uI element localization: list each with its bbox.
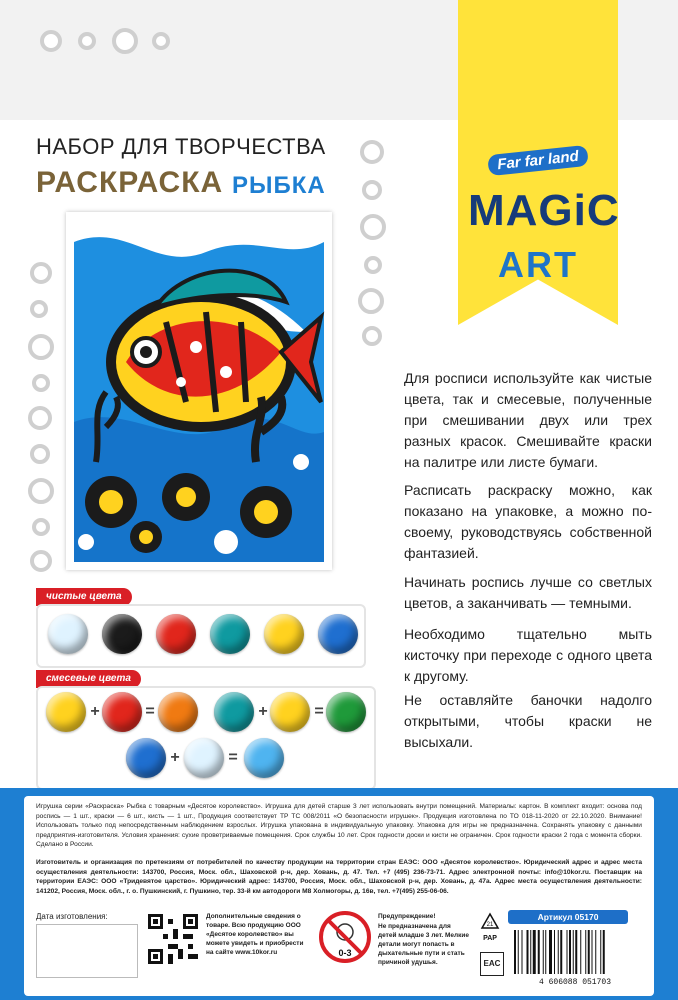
paint-swatch <box>158 692 198 732</box>
decor-ring <box>360 214 386 240</box>
hanger-hole <box>40 30 62 52</box>
barcode-bar <box>569 930 571 974</box>
barcode-bar <box>558 930 559 974</box>
decor-ring <box>358 288 384 314</box>
recycle-number: 21 <box>486 922 494 928</box>
decor-ring <box>30 262 52 284</box>
barcode-bar <box>527 930 529 974</box>
paint-swatch <box>48 614 88 654</box>
paint-swatch <box>210 614 250 654</box>
barcode-bar <box>600 930 601 974</box>
legal-text-product: Игрушка серии «Раскраска» Рыбка с товарным «Десятое королевство». Игрушка для детей старше 3 лет использовать внутри помещений. Материалы: картон. В комплект входит: основа под роспись — 1 шт., краски — 6 шт., кисть — 1 шт., Продукция соответствует ТР ТС 008/2011 «О безопасности игрушек». Продукция изготовлена по ТО 018-11-2020 от 22.10.2020. Внимание! Использовать только под непосредственным наблюдением взрослых. Игрушка упакована в индивидуальную упаковку. Упаковка для игры не предназначена. Сохранять упаковку с данными предприятия-изготовителя. Условия хранения: сухие проветриваемые помещения. Срок службы 10 лет. Срок годности доски и кисти не ограничен. Срок годности краски 2 года с момента сборки. Сделано в России. <box>36 803 642 848</box>
barcode <box>508 928 642 986</box>
barcode-bar <box>514 930 516 974</box>
paint-swatch <box>156 614 196 654</box>
age-warning-icon <box>318 910 372 964</box>
decor-ring <box>30 550 52 572</box>
instruction-paragraph: Для росписи используйте как чистые цвета, так и смесевые, полученные при смешивании двух или трех разных красок. Смешивайте краски на палитре или листе бумаги. <box>404 370 652 470</box>
product-title: РАСКРАСКА <box>36 166 224 199</box>
paint-swatch <box>244 738 284 778</box>
brand-name-top: MAGiC <box>468 186 620 235</box>
paint-swatch <box>126 738 166 778</box>
brand-ribbon <box>458 0 618 325</box>
paint-swatch <box>214 692 254 732</box>
barcode-number: 4 606088 051703 <box>538 978 612 986</box>
barcode-bar <box>592 930 593 974</box>
barcode-bar <box>580 930 581 974</box>
article-number: Артикул 05170 <box>508 910 628 924</box>
legal-text-manufacturer: Изготовитель и организация по претензиям от потребителей по качеству продукции на территории стран ЕАЭС: ООО «Десятое королевство». Юридический адрес и адрес места осуществления деятельности: 143700, Россия, Моск. обл., Шаховской р-н, дер. Ховань, д. 47. Тел. +7 (495) 236-73-71. Адрес электронной почты: info@10kor.ru. Поставщик на территории ЕАЭС: ООО «Тридевятое царство». Юридический адрес: 143700, Россия, Моск. обл., Шаховской р-н, дер. Ховань, д. 47а. Адрес места осуществления деятельности: 141202, Россия, Моск. обл., г. о. Пушкинский, г. Пушкино, тер. 33-й км автодороги М8 Холмогоры, д. 16в, тел. +7(495) 255-06-06. <box>36 859 642 895</box>
barcode-bar <box>518 930 519 974</box>
barcode-bar <box>545 930 546 974</box>
qr-code <box>148 914 198 964</box>
barcode-bar <box>543 930 544 974</box>
barcode-bar <box>573 930 574 974</box>
barcode-bar <box>560 930 562 974</box>
barcode-bar <box>554 930 555 974</box>
barcode-bar <box>533 930 536 974</box>
instruction-paragraph: Начинать роспись лучше со светлых цветов, а заканчивать — темными. <box>404 574 652 611</box>
barcode-bar <box>530 930 531 974</box>
plus-sign: + <box>90 703 100 720</box>
paint-swatch <box>102 692 142 732</box>
barcode-bar <box>595 930 596 974</box>
instruction-paragraph: Расписать раскраску можно, как показано на упаковке, а можно по-своему, руководствуясь собственной фантазией. <box>404 482 652 561</box>
barcode-bar <box>588 930 590 974</box>
instruction-paragraph: Необходимо тщательно мыть кисточку при переходе с одного цвета к другому. <box>404 626 652 684</box>
decor-ring <box>360 140 384 164</box>
fish-coloring-picture <box>66 212 332 570</box>
product-kind: НАБОР ДЛЯ ТВОРЧЕСТВА <box>36 134 326 159</box>
decor-ring <box>28 406 52 430</box>
paint-swatch <box>326 692 366 732</box>
paint-swatch <box>270 692 310 732</box>
equals-sign: = <box>228 749 238 766</box>
paint-swatch <box>184 738 224 778</box>
pure-colors-label: чистые цвета <box>36 588 132 606</box>
hanger-hole <box>112 28 138 54</box>
instruction-paragraph: Не оставляйте баночки надолго открытыми, чтобы краски не высыхали. <box>404 692 652 750</box>
barcode-bar <box>538 930 540 974</box>
equals-sign: = <box>314 703 324 720</box>
eac-mark: EAC <box>480 952 504 976</box>
extra-info: Дополнительные сведения о товаре. Всю продукцию ООО «Десятое королевство» вы можете увидеть и приобрести на сайте www.10kor.ru <box>206 913 304 956</box>
equals-sign: = <box>145 703 155 720</box>
decor-ring <box>30 300 48 318</box>
barcode-bar <box>549 930 552 974</box>
decor-ring <box>30 444 50 464</box>
decor-ring <box>362 180 382 200</box>
paint-swatch <box>318 614 358 654</box>
plus-sign: + <box>258 703 268 720</box>
recycle-icon <box>480 912 500 948</box>
warning-title: Предупреждение! <box>378 913 436 920</box>
paint-swatch <box>102 614 142 654</box>
decor-ring <box>28 478 54 504</box>
mixed-colors-label: смесевые цвета <box>36 670 141 688</box>
decor-ring <box>28 334 54 360</box>
barcode-bar <box>603 930 605 974</box>
decor-ring <box>362 326 382 346</box>
date-label: Дата изготовления: <box>36 912 108 921</box>
brand-name-bottom: ART <box>498 244 578 285</box>
warning-text: Не предназначена для детей младше 3 лет. Мелкие детали могут попасть в дыхательные пути и стать причиной удушья. <box>378 923 470 966</box>
fish-illustration <box>66 212 332 570</box>
barcode-bar <box>522 930 523 974</box>
age-mark: 0-3 <box>338 948 352 958</box>
hanger-hole <box>78 32 96 50</box>
paint-swatch <box>46 692 86 732</box>
plus-sign: + <box>170 749 180 766</box>
barcode-bar <box>567 930 568 974</box>
product-subject: РЫБКА <box>232 172 326 199</box>
date-box <box>36 924 138 978</box>
decor-ring <box>32 374 50 392</box>
barcode-bar <box>585 930 586 974</box>
hanger-hole <box>152 32 170 50</box>
barcode-bar <box>575 930 577 974</box>
decor-ring <box>364 256 382 274</box>
series-logo: Far far land <box>487 145 589 176</box>
paint-swatch <box>264 614 304 654</box>
decor-ring <box>32 518 50 536</box>
recycle-label: PAP <box>483 935 497 942</box>
